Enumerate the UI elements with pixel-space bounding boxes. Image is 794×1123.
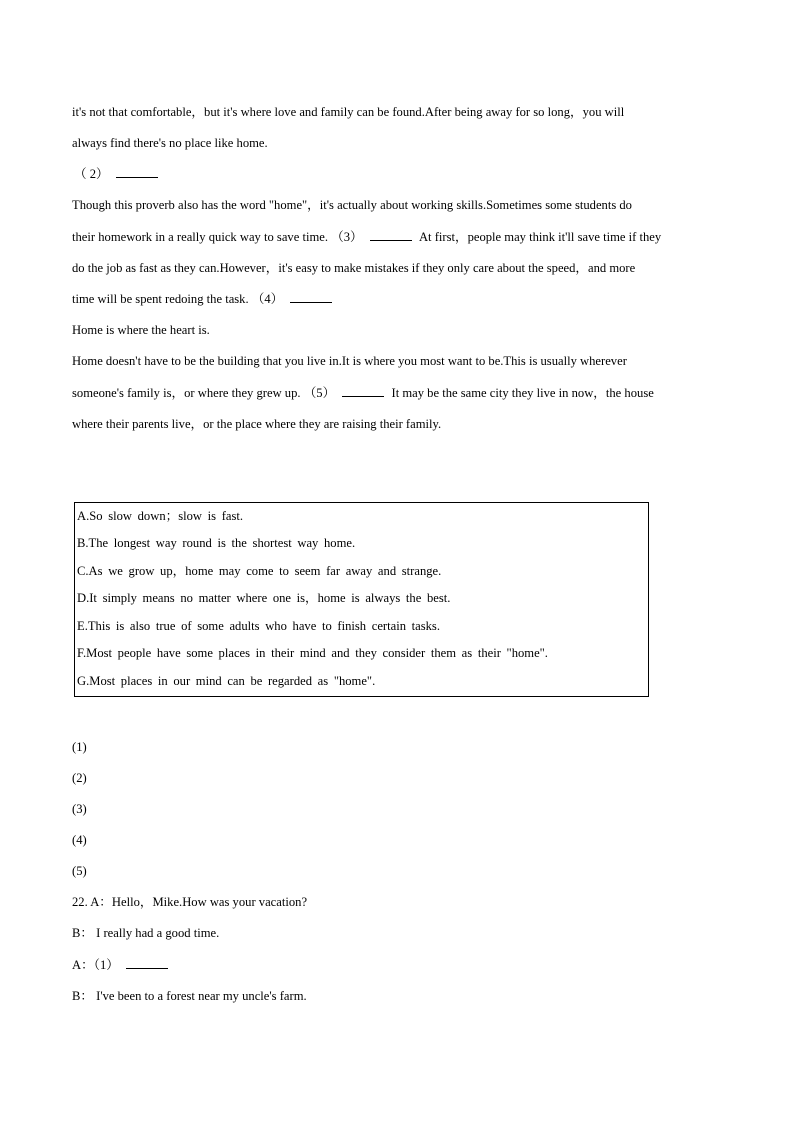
passage-line-10: [72, 385, 654, 401]
answer-label-1: (1): [72, 740, 87, 754]
answer-label-4: (4): [72, 833, 87, 847]
option-b: B.The longest way round is the shortest way home.: [77, 536, 356, 550]
passage-line-2: always find there's no place like home.: [72, 136, 268, 150]
question-22-line-4: B： I've been to a forest near my uncle's farm.: [72, 989, 307, 1003]
question-22-line-2: B： I really had a good time.: [72, 926, 220, 940]
options-box: [74, 502, 649, 697]
passage-line-5-start: their homework in a really quick way to save time. （3）: [72, 230, 363, 244]
passage-heading-proverb: Home is where the heart is.: [72, 323, 210, 337]
passage-line-5-end: At first，people may think it'll save time if they: [418, 230, 662, 244]
answer-label-3: (3): [72, 802, 87, 816]
answer-label-2: (2): [72, 771, 87, 785]
option-d: D.It simply means no matter where one is，home is always the best.: [77, 591, 451, 605]
passage-line-7: [72, 291, 332, 307]
answer-label-5: (5): [72, 864, 87, 878]
option-f: F.Most people have some places in their mind and they consider them as their "home".: [77, 646, 548, 660]
answer-blank-4[interactable]: [290, 291, 332, 303]
answer-blank-2[interactable]: [116, 166, 158, 178]
passage-line-6: do the job as fast as they can.However，it's easy to make mistakes if they only care about the speed，and more: [72, 261, 636, 275]
option-e: E.This is also true of some adults who have to finish certain tasks.: [77, 619, 440, 633]
passage-line-1: it's not that comfortable，but it's where love and family can be found.After being away for so long，you will: [72, 105, 625, 119]
passage-line-4: Though this proverb also has the word "home"，it's actually about working skills.Sometimes some students do: [72, 198, 632, 212]
passage-line-11: where their parents live，or the place where they are raising their family.: [72, 417, 442, 431]
answer-blank-3[interactable]: [370, 229, 412, 241]
passage-line-5: [72, 229, 661, 245]
option-c: C.As we grow up，home may come to seem far away and strange.: [77, 564, 442, 578]
blank-question-2: [74, 166, 158, 182]
passage-line-10-start: someone's family is，or where they grew up. （5）: [72, 386, 336, 400]
option-g: G.Most places in our mind can be regarded as "home".: [77, 674, 376, 688]
question-22-line-3: [72, 957, 168, 973]
question-22-line-3-start: A：（1）: [72, 958, 119, 972]
answer-blank-5[interactable]: [342, 385, 384, 397]
passage-line-10-end: It may be the same city they live in now，the house: [391, 386, 654, 400]
answer-blank-22-1[interactable]: [126, 957, 168, 969]
passage-line-7-start: time will be spent redoing the task. （4）: [72, 292, 284, 306]
option-a: A.So slow down；slow is fast.: [77, 509, 244, 523]
passage-line-9: Home doesn't have to be the building that you live in.It is where you most want to be.This is usually wherever: [72, 354, 627, 368]
question-2-label: （ 2）: [74, 167, 109, 181]
question-22-line-1: 22. A：Hello，Mike.How was your vacation?: [72, 895, 308, 909]
